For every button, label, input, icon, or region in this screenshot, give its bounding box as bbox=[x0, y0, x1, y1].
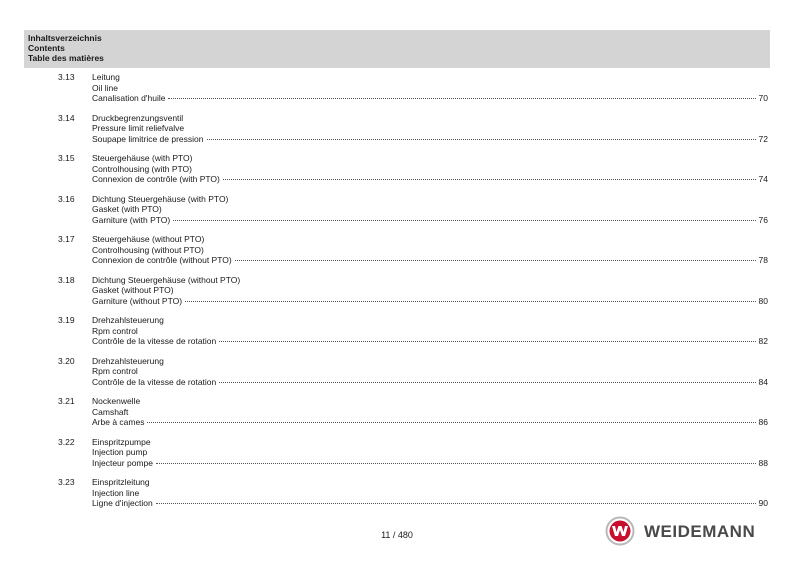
brand-logo bbox=[604, 516, 770, 546]
dot-leader bbox=[235, 260, 756, 261]
toc-entry[interactable] bbox=[0, 477, 794, 517]
toc-entry[interactable] bbox=[0, 72, 794, 112]
toc-entry[interactable] bbox=[0, 113, 794, 153]
toc-entry[interactable] bbox=[0, 396, 794, 436]
entry-number: 3.23 bbox=[58, 477, 75, 487]
entry-title-de: Dichtung Steuergehäuse (with PTO) bbox=[92, 193, 229, 204]
toc-entry[interactable] bbox=[0, 315, 794, 355]
toc-entry[interactable] bbox=[0, 194, 794, 234]
toc-entry[interactable] bbox=[0, 275, 794, 315]
toc-entry[interactable] bbox=[0, 437, 794, 477]
entry-title-en: Controlhousing (with PTO) bbox=[92, 163, 192, 174]
entry-title-de: Dichtung Steuergehäuse (without PTO) bbox=[92, 274, 241, 285]
entry-title-en: Rpm control bbox=[92, 325, 138, 336]
entry-title-de: Steuergehäuse (with PTO) bbox=[92, 153, 193, 163]
entry-title-fr: Garniture (with PTO) bbox=[92, 214, 171, 225]
toc-header bbox=[24, 30, 770, 68]
entry-title-en: Pressure limit reliefvalve bbox=[92, 123, 185, 133]
entry-title-en: Rpm control bbox=[92, 366, 138, 376]
entry-page: 80 bbox=[758, 295, 768, 306]
entry-title-de: Steuergehäuse (without PTO) bbox=[92, 234, 205, 244]
entry-title-fr: Garniture (without PTO) bbox=[92, 295, 183, 306]
entry-title-en: Injection line bbox=[92, 487, 140, 498]
entry-number: 3.21 bbox=[58, 396, 75, 406]
entry-number: 3.15 bbox=[58, 153, 75, 163]
toc-entry[interactable] bbox=[0, 356, 794, 396]
entry-page: 74 bbox=[758, 174, 768, 184]
entry-number: 3.18 bbox=[58, 274, 75, 285]
entry-page: 90 bbox=[758, 498, 768, 508]
dot-leader bbox=[156, 463, 756, 464]
dot-leader bbox=[223, 179, 756, 180]
entry-number: 3.19 bbox=[58, 315, 75, 325]
entry-title-fr: Injecteur pompe bbox=[92, 457, 153, 468]
entry-number: 3.20 bbox=[58, 355, 75, 366]
entry-title-de: Leitung bbox=[92, 72, 120, 82]
entry-number: 3.13 bbox=[58, 72, 75, 82]
entry-title-fr: Canalisation d'huile bbox=[92, 93, 166, 103]
dot-leader bbox=[185, 301, 755, 302]
entry-title-de: Drehzahlsteuerung bbox=[92, 315, 164, 325]
entry-number: 3.16 bbox=[58, 193, 75, 204]
entry-page: 82 bbox=[758, 336, 768, 346]
entry-page: 72 bbox=[758, 133, 768, 144]
entry-number: 3.17 bbox=[58, 234, 75, 244]
entry-page: 76 bbox=[758, 214, 768, 225]
toc-entry[interactable] bbox=[0, 153, 794, 193]
entry-title-fr: Ligne d'injection bbox=[92, 498, 153, 508]
entry-title-fr: Contrôle de la vitesse de rotation bbox=[92, 376, 217, 387]
entry-page: 70 bbox=[758, 93, 768, 103]
dot-leader bbox=[219, 382, 755, 383]
dot-leader bbox=[168, 98, 755, 99]
entry-title-de: Druckbegrenzungsventil bbox=[92, 112, 184, 123]
entry-title-fr: Soupape limitrice de pression bbox=[92, 133, 204, 144]
dot-leader bbox=[219, 341, 755, 342]
dot-leader bbox=[207, 139, 756, 140]
entry-title-de: Einspritzpumpe bbox=[92, 436, 151, 447]
toc-entry[interactable] bbox=[0, 234, 794, 274]
dot-leader bbox=[173, 220, 755, 221]
entry-title-de: Drehzahlsteuerung bbox=[92, 355, 164, 366]
entry-number: 3.14 bbox=[58, 112, 75, 123]
entry-page: 88 bbox=[758, 457, 768, 468]
entry-page: 78 bbox=[758, 255, 768, 265]
header-title-en: Contents bbox=[28, 43, 65, 53]
entry-title-en: Camshaft bbox=[92, 406, 129, 417]
entry-title-fr: Connexion de contrôle (without PTO) bbox=[92, 255, 232, 265]
entry-title-en: Injection pump bbox=[92, 447, 148, 457]
header-title-fr: Table des matières bbox=[28, 53, 104, 63]
entry-title-de: Einspritzleitung bbox=[92, 477, 150, 487]
header-title-de: Inhaltsverzeichnis bbox=[28, 33, 102, 43]
entry-number: 3.22 bbox=[58, 436, 75, 447]
entry-page: 86 bbox=[758, 417, 768, 427]
brand-name: WEIDEMANN bbox=[644, 522, 756, 541]
page-indicator: 11 / 480 bbox=[381, 530, 413, 540]
dot-leader bbox=[156, 503, 756, 504]
entry-title-de: Nockenwelle bbox=[92, 396, 141, 406]
dot-leader bbox=[147, 422, 755, 423]
entry-title-en: Gasket (with PTO) bbox=[92, 204, 162, 214]
entry-title-fr: Contrôle de la vitesse de rotation bbox=[92, 336, 217, 346]
weidemann-w-logo-icon bbox=[604, 516, 636, 546]
entry-title-en: Oil line bbox=[92, 82, 118, 93]
entry-title-en: Controlhousing (without PTO) bbox=[92, 244, 204, 255]
entry-title-fr: Arbe à cames bbox=[92, 417, 145, 427]
entry-page: 84 bbox=[758, 376, 768, 387]
entry-title-fr: Connexion de contrôle (with PTO) bbox=[92, 174, 220, 184]
entry-title-en: Gasket (without PTO) bbox=[92, 285, 174, 295]
